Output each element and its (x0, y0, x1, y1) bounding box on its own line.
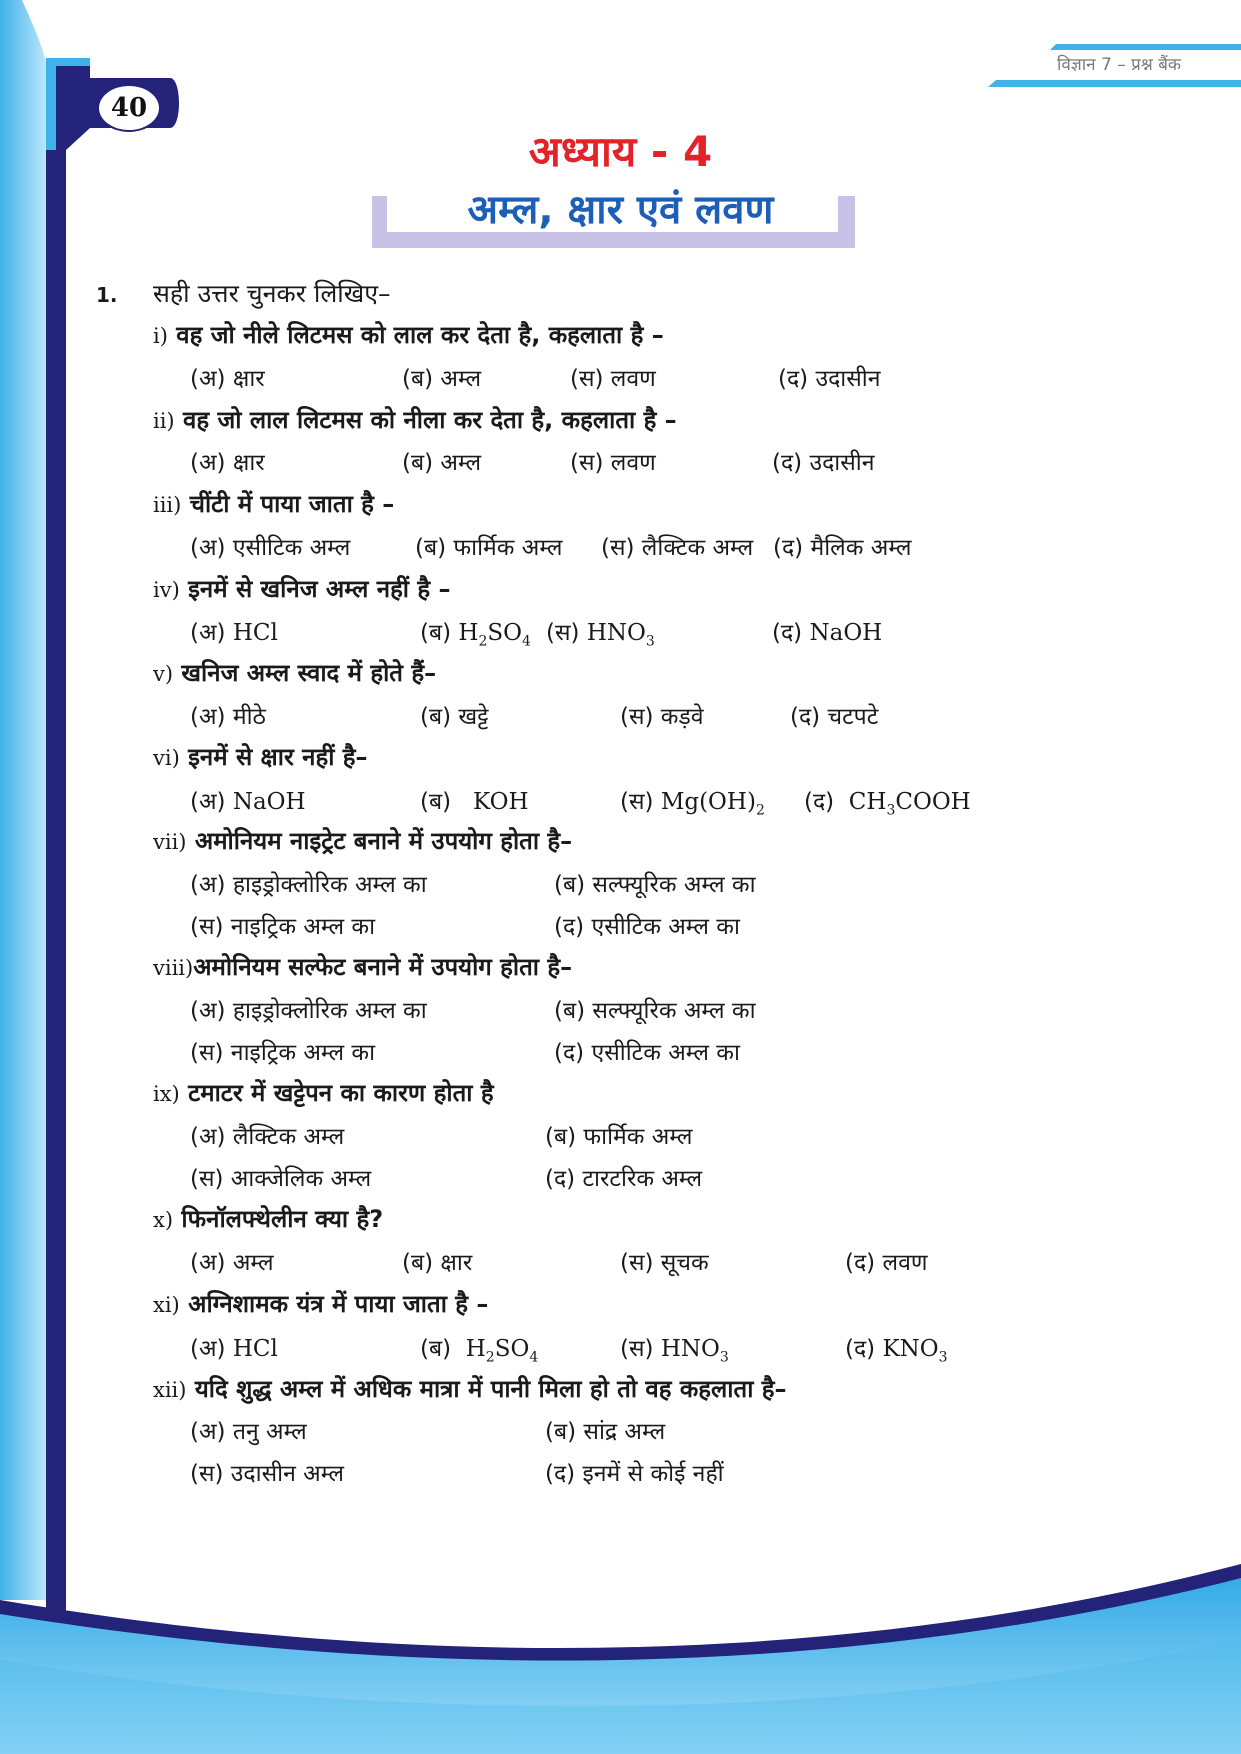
question-xi: xi) अग्निशामक यंत्र में पाया जाता है – (153, 1290, 489, 1318)
option-b: (ब) फार्मिक अम्ल (415, 535, 563, 561)
option-a: (अ) अम्ल (190, 1250, 274, 1276)
option-a: (अ) क्षार (190, 366, 265, 392)
option-a: (अ) तनु अम्ल (190, 1419, 307, 1445)
option-b: (ब) फार्मिक अम्ल (545, 1124, 693, 1150)
option-c: (स) उदासीन अम्ल (190, 1461, 344, 1487)
left-side-band (0, 0, 48, 1600)
option-d: (द) मैलिक अम्ल (773, 535, 912, 561)
option-c: (स) आक्जेलिक अम्ल (190, 1166, 372, 1192)
question-iii: iii) चींटी में पाया जाता है – (153, 490, 395, 518)
option-b: (ब) KOH (420, 789, 529, 815)
option-b: (ब) क्षार (402, 1250, 473, 1276)
question-ix: ix) टमाटर में खट्टेपन का कारण होता है (153, 1079, 494, 1107)
option-b: (ब) सांद्र अम्ल (545, 1419, 666, 1445)
option-a: (अ) लैक्टिक अम्ल (190, 1124, 345, 1150)
option-a: (अ) एसीटिक अम्ल (190, 535, 351, 561)
option-c: (स) $HNO_3$ (620, 1336, 729, 1366)
page-number: 40 (97, 84, 161, 132)
option-c: (स) $Mg(OH)_2$ (620, 789, 765, 819)
option-d: (द) चटपटे (790, 704, 879, 730)
option-d: (द) $KNO_3$ (845, 1336, 948, 1366)
question-xii: xii) यदि शुद्ध अम्ल में अधिक मात्रा में पानी मिला हो तो वह कहलाता है– (153, 1375, 787, 1403)
option-c: (स) कड़वे (620, 704, 704, 730)
section-number: 1. (96, 283, 118, 307)
question-iv: iv) इनमें से खनिज अम्ल नहीं है – (153, 575, 451, 603)
option-b: (ब) खट्टे (420, 704, 489, 730)
option-b: (ब) अम्ल (402, 366, 482, 392)
option-d: (द) $CH_3COOH$ (804, 789, 971, 819)
left-navy-bar (46, 58, 66, 1618)
option-a: (अ) हाइड्रोक्लोरिक अम्ल का (190, 872, 427, 898)
question-x: x) फिनॉलफ्थेलीन क्या है? (153, 1205, 384, 1233)
option-b: (ब) सल्फ्यूरिक अम्ल का (554, 872, 756, 898)
option-a: (अ) मीठे (190, 704, 266, 730)
book-header-label: विज्ञान 7 – प्रश्न बैंक (1057, 55, 1181, 75)
question-vii: vii) अमोनियम नाइट्रेट बनाने में उपयोग होता है– (153, 827, 573, 855)
option-c: (स) लवण (570, 450, 656, 476)
option-d: (द) एसीटिक अम्ल का (554, 914, 740, 940)
option-d: (द) लवण (845, 1250, 928, 1276)
option-c: (स) सूचक (620, 1250, 709, 1276)
option-d: (द) एसीटिक अम्ल का (554, 1040, 740, 1066)
option-c: (स) लैक्टिक अम्ल (601, 535, 754, 561)
option-d: (द) टारटरिक अम्ल (545, 1166, 703, 1192)
question-viii: viii)अमोनियम सल्फेट बनाने में उपयोग होता है– (153, 953, 573, 981)
chapter-number-heading: अध्याय - 4 (528, 127, 713, 176)
question-v: v) खनिज अम्ल स्वाद में होते हैं– (153, 659, 437, 687)
option-b: (ब) अम्ल (402, 450, 482, 476)
option-a: (अ) HCl (190, 620, 278, 646)
option-c: (स) $HNO_3$ (546, 620, 655, 650)
option-d: (द) इनमें से कोई नहीं (545, 1461, 724, 1487)
option-a: (अ) NaOH (190, 789, 306, 815)
option-b: (ब) $H_2SO_4$ (420, 1336, 539, 1366)
option-d: (द) NaOH (772, 620, 883, 646)
option-c: (स) नाइट्रिक अम्ल का (190, 914, 376, 940)
option-b: (ब) $H_2SO_4$ (420, 620, 531, 650)
option-d: (द) उदासीन (778, 366, 881, 392)
section-instruction: सही उत्तर चुनकर लिखिए– (153, 279, 391, 308)
option-d: (द) उदासीन (772, 450, 875, 476)
question-ii: ii) वह जो लाल लिटमस को नीला कर देता है, कहलाता है – (153, 406, 677, 434)
header-rule-bottom (988, 80, 1241, 87)
header-rule-top (1050, 44, 1241, 50)
question-vi: vi) इनमें से क्षार नहीं है– (153, 743, 368, 771)
option-a: (अ) हाइड्रोक्लोरिक अम्ल का (190, 998, 427, 1024)
option-a: (अ) HCl (190, 1336, 278, 1362)
option-b: (ब) सल्फ्यूरिक अम्ल का (554, 998, 756, 1024)
option-a: (अ) क्षार (190, 450, 265, 476)
chapter-title: अम्ल, क्षार एवं लवण (467, 187, 774, 233)
option-c: (स) नाइट्रिक अम्ल का (190, 1040, 376, 1066)
question-i: i) वह जो नीले लिटमस को लाल कर देता है, कहलाता है – (153, 321, 664, 349)
option-c: (स) लवण (570, 366, 656, 392)
